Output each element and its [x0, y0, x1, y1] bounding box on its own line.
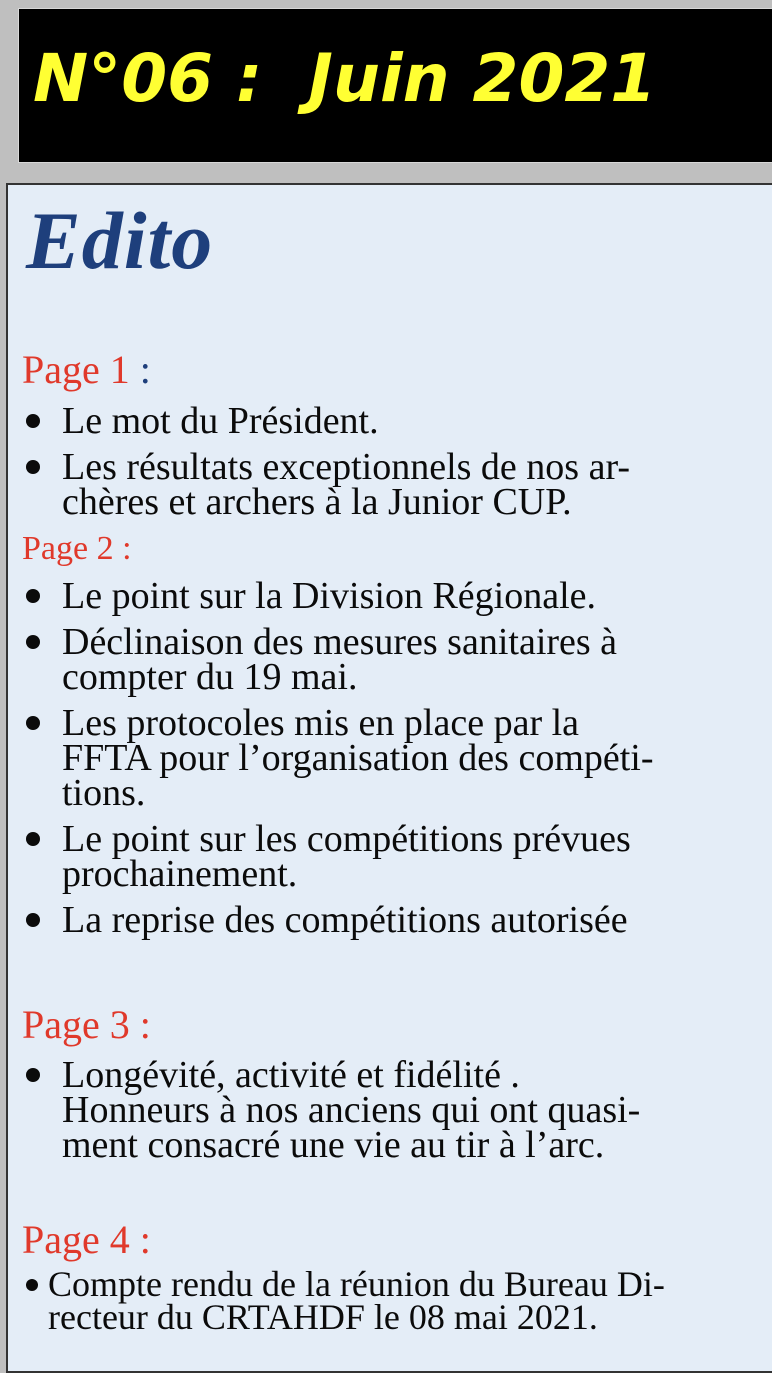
section-label-colon: : [129, 347, 151, 392]
list-item [8, 575, 772, 617]
bullet-list-page-4 [8, 1264, 772, 1337]
section-label-page-2 [22, 529, 132, 569]
section-label-text: Page 2 [22, 530, 114, 567]
bullet-icon [26, 460, 40, 474]
list-item [8, 818, 772, 895]
bullet-icon [26, 589, 40, 603]
bullet-list-page-2 [8, 575, 772, 941]
bullet-list-page-1 [8, 400, 772, 523]
list-item-text: Le mot du Président. [62, 400, 379, 442]
bullet-icon [26, 414, 40, 428]
list-item-text: Longévité, activité et fidélité . Honneurs à nos anciens qui ont quasi- ment consacré une vie au tir à l’arc. [62, 1054, 641, 1166]
bullet-list-page-3 [8, 1054, 772, 1166]
list-item [8, 621, 772, 698]
list-item [8, 899, 772, 941]
list-item-text: Les protocoles mis en place par la FFTA pour l’organisation des compéti- tions. [62, 702, 654, 814]
list-item-text: Le point sur les compétitions prévues prochainement. [62, 818, 631, 895]
list-item-text: Le point sur la Division Régionale. [62, 575, 597, 617]
bullet-icon [26, 1068, 40, 1082]
list-item-text: La reprise des compétitions autorisée [62, 899, 628, 941]
list-item [8, 446, 772, 523]
edito-panel [6, 183, 772, 1373]
section-label-colon: : [113, 530, 132, 567]
section-label-page-4 [22, 1218, 151, 1262]
bullet-icon [26, 832, 40, 846]
section-label-text: Page 3 [22, 1002, 130, 1047]
newsletter-header [18, 8, 772, 163]
list-item [8, 400, 772, 442]
issue-title: N°06 : Juin 2021 [33, 40, 657, 117]
section-label-colon: : [129, 1002, 151, 1047]
edito-title: Edito [26, 195, 214, 286]
section-label-page-3 [22, 1003, 151, 1047]
list-item [8, 1264, 772, 1337]
section-label-colon: : [129, 1217, 151, 1262]
section-label-text: Page 4 [22, 1217, 130, 1262]
list-item-text: Compte rendu de la réunion du Bureau Di- recteur du CRTAHDF le 08 mai 2021. [48, 1264, 665, 1337]
list-item-text: Les résultats exceptionnels de nos ar- chères et archers à la Junior CUP. [62, 446, 630, 523]
list-item-text: Déclinaison des mesures sanitaires à compter du 19 mai. [62, 621, 618, 698]
list-item [8, 1054, 772, 1166]
list-item [8, 702, 772, 814]
section-label-page-1 [22, 348, 151, 392]
section-label-text: Page 1 [22, 347, 130, 392]
bullet-icon [26, 913, 40, 927]
bullet-icon [26, 1279, 38, 1291]
bullet-icon [26, 716, 40, 730]
bullet-icon [26, 635, 40, 649]
